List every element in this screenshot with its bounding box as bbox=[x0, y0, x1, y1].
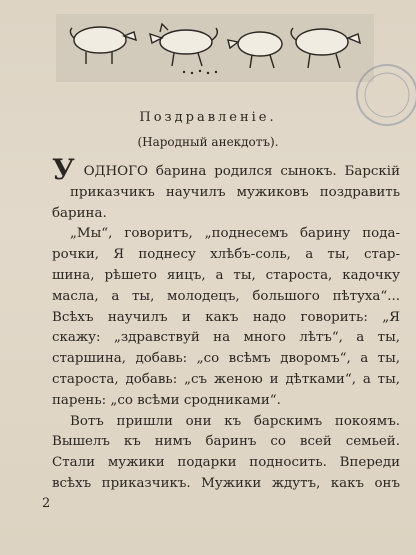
text-line: барина. bbox=[52, 205, 107, 221]
page-number: 2 bbox=[42, 496, 51, 511]
text-line: „Мы“, говоритъ, „поднесемъ барину пода- bbox=[70, 226, 400, 242]
text-line: рочки, Я поднесу хлѣбъ-соль, а ты, стар- bbox=[52, 247, 400, 263]
text-line: приказчикъ научилъ мужиковъ поздравить bbox=[70, 184, 400, 200]
text-line: шина, рѣшето яицъ, а ты, староста, кадочку bbox=[52, 267, 400, 283]
text-line: Вышелъ къ нимъ баринъ со всей семьей. bbox=[52, 434, 400, 450]
story-subtitle: (Народный анекдотъ). bbox=[137, 135, 279, 149]
text-line: Стали мужики подарки подносить. Впереди bbox=[52, 455, 400, 471]
text-line: скажу: „здравствуй на много лѣтъ“, а ты, bbox=[52, 330, 400, 346]
text-line: Всѣхъ научилъ и какъ надо говорить: „Я bbox=[52, 309, 400, 325]
story-title: Поздравленіе. bbox=[139, 110, 277, 125]
text-line: масла, а ты, молодецъ, большого пѣтуха“... bbox=[52, 288, 400, 304]
text-line: парень: „со всѣми сродниками“. bbox=[52, 392, 281, 408]
text-line: Вотъ пришли они къ барскимъ покоямъ. bbox=[70, 413, 400, 429]
text-line: староста, добавь: „съ женою и дѣтками“, а ты, bbox=[52, 371, 400, 387]
drop-cap: У bbox=[52, 153, 75, 186]
pigs-banner-illustration bbox=[56, 14, 374, 82]
text-line: У ОДНОГО барина родился сынокъ. Барскій bbox=[52, 153, 400, 186]
story-body bbox=[52, 153, 400, 495]
text-line: старшина, добавь: „со всѣмъ дворомъ“, а ты, bbox=[52, 351, 400, 367]
text-line: всѣхъ приказчикъ. Мужики ждутъ, какъ онъ bbox=[52, 475, 400, 491]
